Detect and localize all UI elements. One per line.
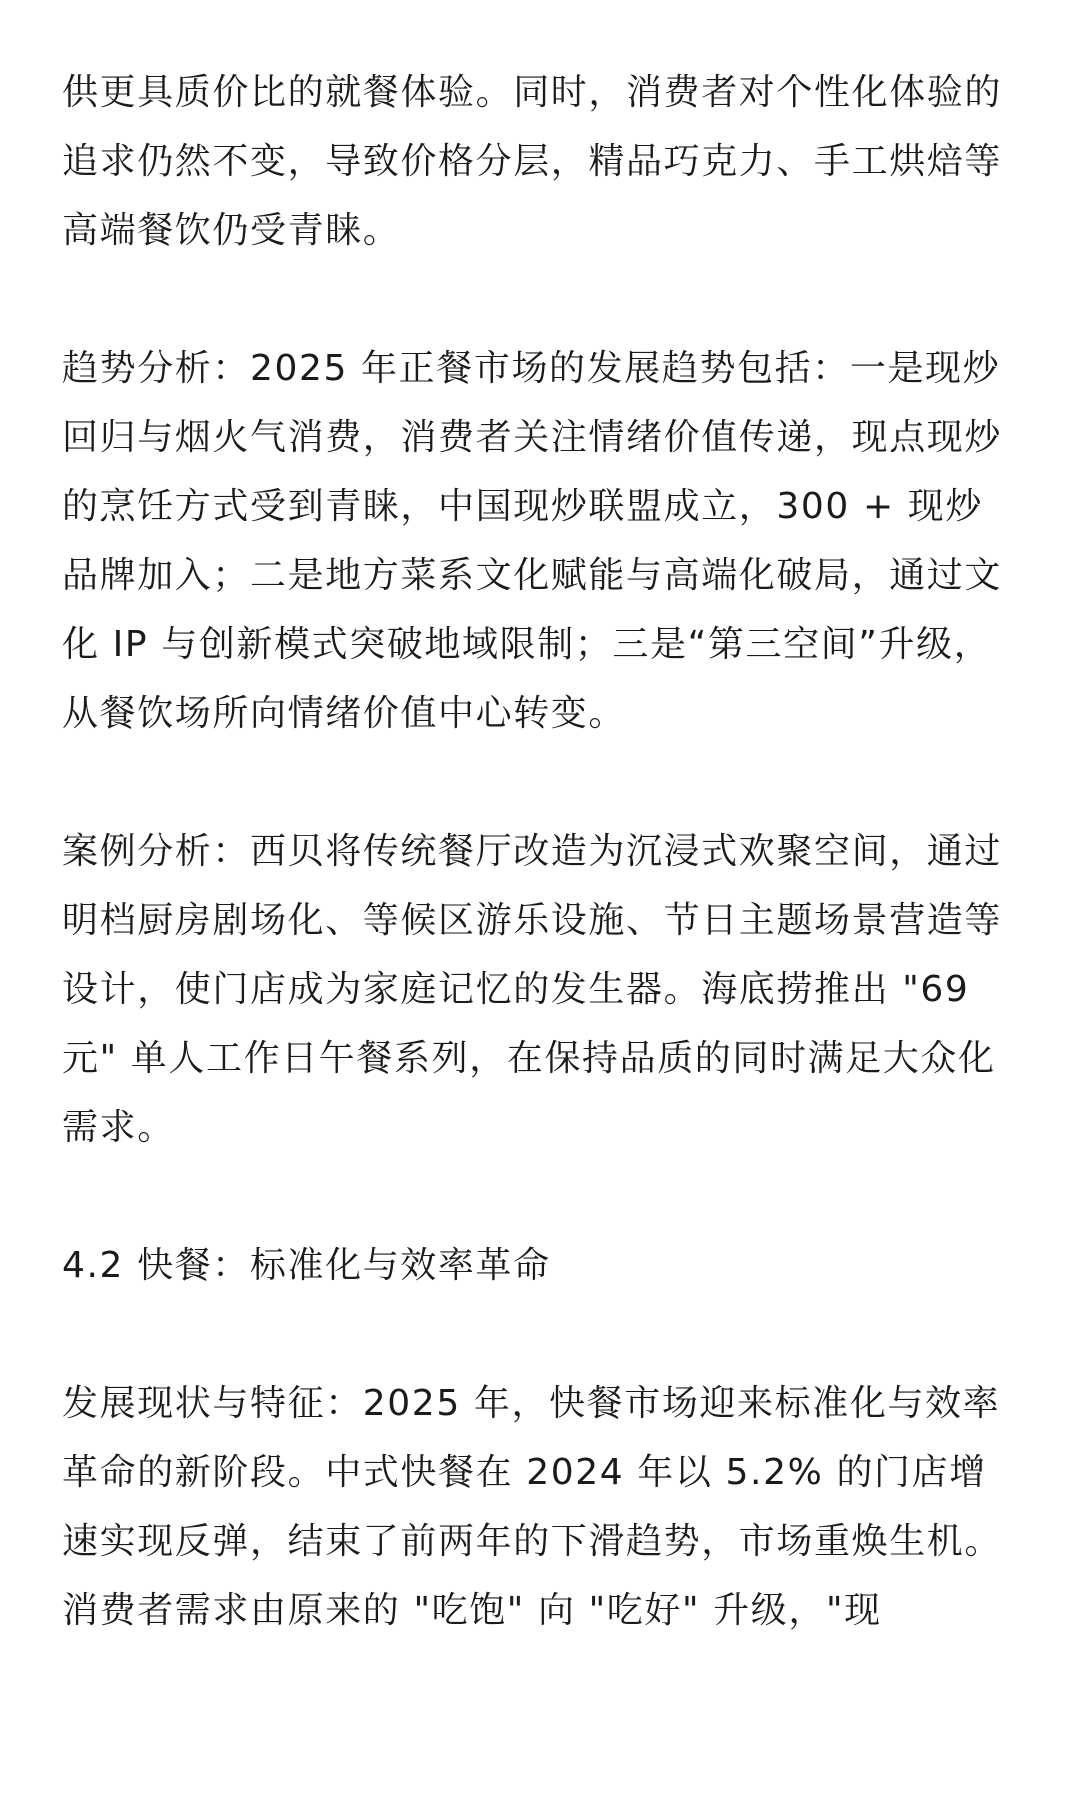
section-heading-fast-food: 4.2 快餐：标准化与效率革命 — [62, 1245, 551, 1286]
paragraph-case-analysis: 案例分析：西贝将传统餐厅改造为沉浸式欢聚空间，通过明档厨房剧场化、等候区游乐设施、节日主题场景营造等设计，使门店成为家庭记忆的发生器。海底捞推出 "69 元" 单人工作日午餐系列，在保持品质的同时满足大众化需求。 — [62, 831, 1003, 1148]
paragraph-trend-analysis: 趋势分析：2025 年正餐市场的发展趋势包括：一是现炒回归与烟火气消费，消费者关注情绪价值传递，现点现炒的烹饪方式受到青睐，中国现炒联盟成立，300 + 现炒品牌加入；二是地方菜系文化赋能与高端化破局，通过文化 IP 与创新模式突破地域限制；三是“第三空间”升级，从餐饮场所向情绪价值中心转变。 — [62, 348, 1003, 734]
paragraph-fast-food-status: 发展现状与特征：2025 年，快餐市场迎来标准化与效率革命的新阶段。中式快餐在 2024 年以 5.2% 的门店增速实现反弹，结束了前两年的下滑趋势，市场重焕生机。消费者需求由原来的 "吃饱" 向 "吃好" 升级，"现 — [62, 1383, 1003, 1631]
paragraph-value-experience: 供更具质价比的就餐体验。同时，消费者对个性化体验的追求仍然不变，导致价格分层，精品巧克力、手工烘焙等高端餐饮仍受青睐。 — [62, 72, 1003, 251]
